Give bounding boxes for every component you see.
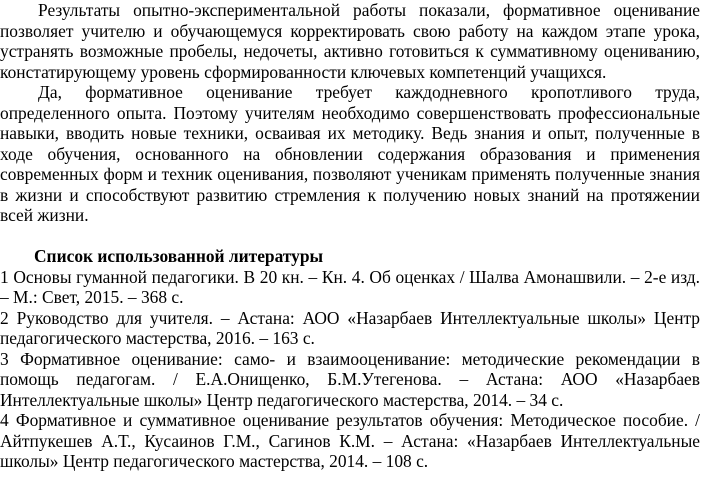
reference-text: Формативное оценивание: само- и взаимооценивание: методические рекомендации в помощь педагогам. / Е.А.Онищенко, Б.М.Утегенова. – Астана: АОО «Назарбаев Интеллектуальные школы» Центр педагогического мастерства, 2014. – 34 с. xyxy=(0,348,700,410)
reference-number: 2 xyxy=(0,307,9,328)
reference-text: Руководство для учителя. – Астана: АОО «Назарбаев Интеллектуальные школы» Центр педагогического мастерства, 2016. – 163 с. xyxy=(0,307,701,348)
paragraph-results: Результаты опытно-экспериментальной работы показали, формативное оценивание позволяет учителю и обучающемуся корректировать свою работу на каждом этапе урока, устранять возможные пробелы, недочеты, активно готовиться к суммативному оцениванию, констатирующему уровень сформированности ключевых компетенций учащихся. xyxy=(0,0,700,82)
reference-item xyxy=(0,308,700,349)
references-title: Список использованной литературы xyxy=(34,246,324,266)
reference-text: Формативное и суммативное оценивание результатов обучения: Методическое пособие. / Айтпукешев А.Т., Кусаинов Г.М., Сагинов К.М. – Астана: «Назарбаев Интеллектуальные школы» Центр педагогического мастерства, 2014. – 108 с. xyxy=(0,410,700,471)
reference-number: 1 xyxy=(0,266,9,287)
reference-text: Основы гуманной педагогики. В 20 кн. – Кн. 4. Об оценках / Шалва Амонашвили. – 2-е изд. – М.: Свет, 2015. – 368 с. xyxy=(0,266,700,307)
paragraph-formative-assessment: Да, формативное оценивание требует каждодневного кропотливого труда, определенного опыта. Поэтому учителям необходимо совершенствовать профессиональные навыки, вводить новые техники, осваивая их методику. Ведь знания и опыт, полученные в ходе обучения, основанного на обновлении содержания образования и применения современных форм и техник оценивания, позволяют ученикам применять полученные знания в жизни и способствуют развитию стремления к получению новых знаний на протяжении всей жизни. xyxy=(0,82,700,225)
reference-item xyxy=(0,267,700,308)
reference-number: 3 xyxy=(0,348,9,369)
paragraph-spacer xyxy=(0,226,700,247)
reference-number: 4 xyxy=(0,410,9,430)
reference-item xyxy=(0,349,700,411)
reference-item xyxy=(0,410,700,472)
